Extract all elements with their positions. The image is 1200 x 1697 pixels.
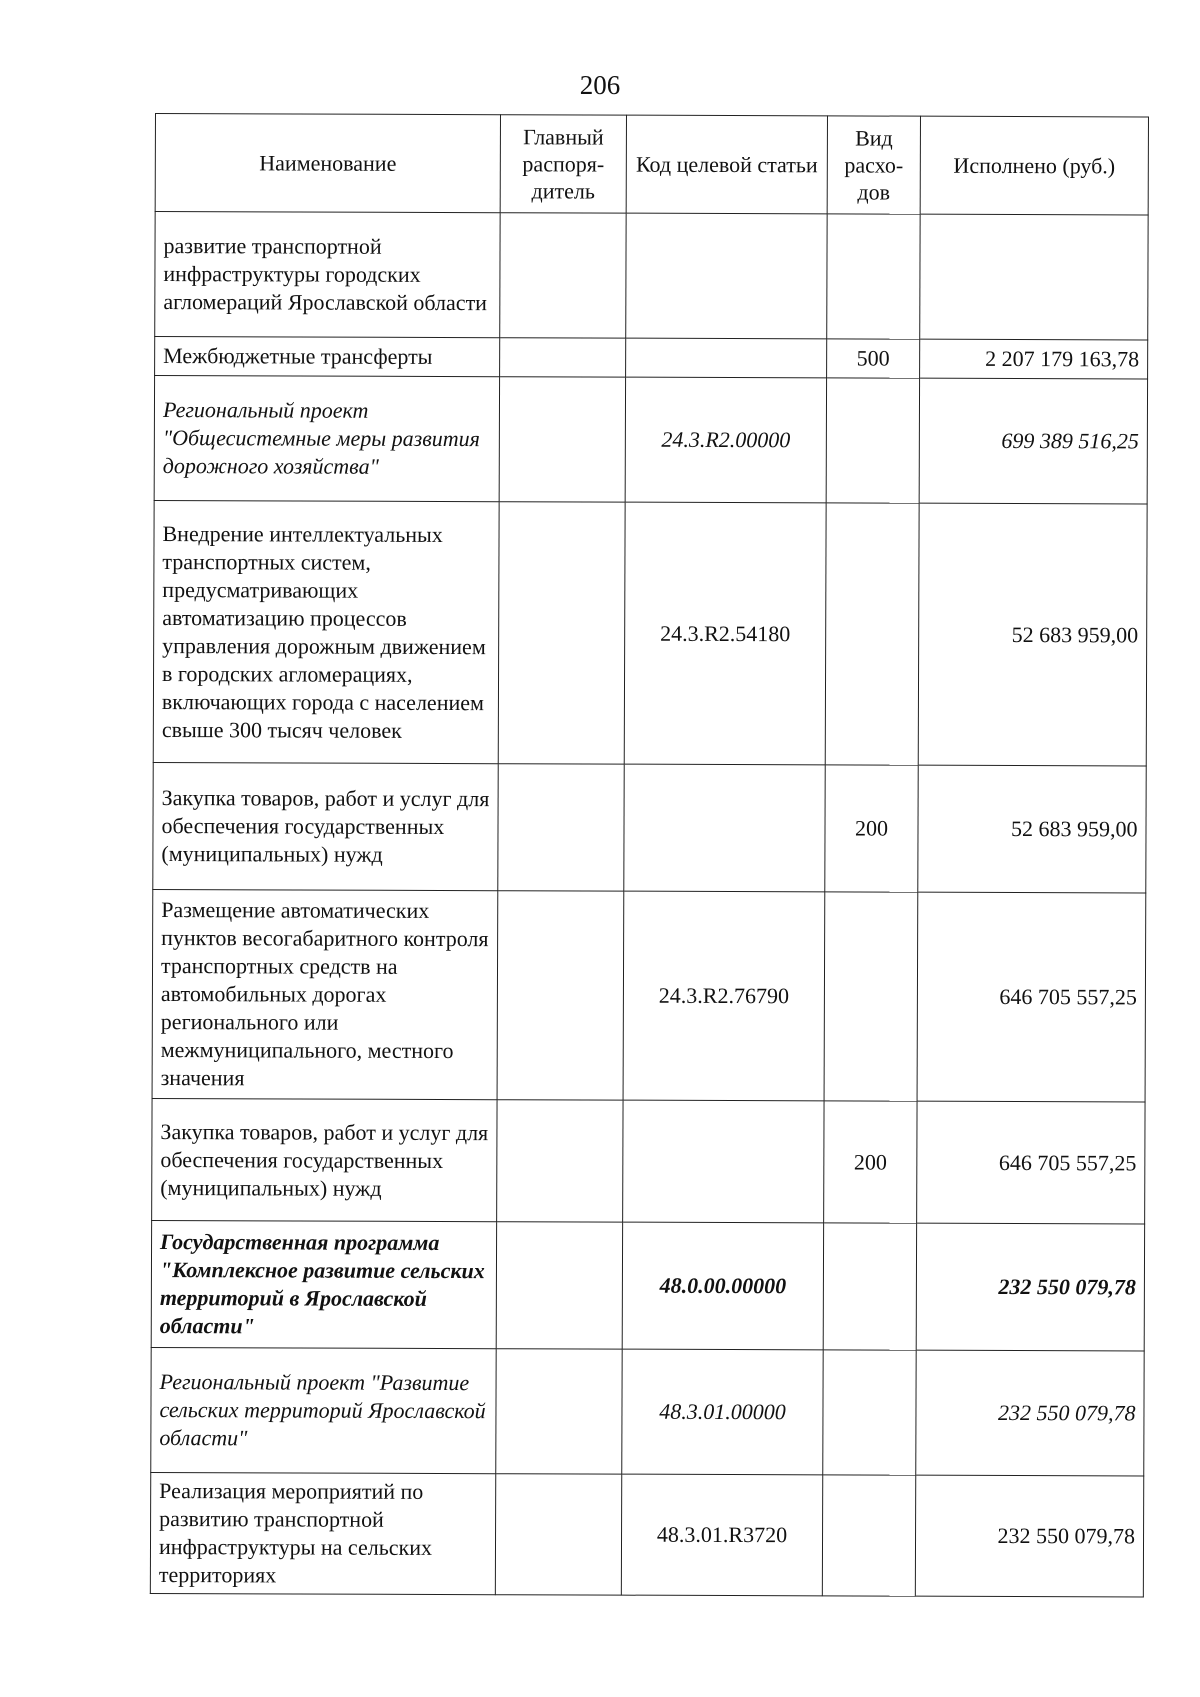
row-target-code: 48.0.00.00000 [622, 1222, 823, 1350]
row-name: Внедрение интеллектуальных транспортных систем, предусматривающих автоматизацию процессов управления дорожным движением в городских агломерациях, включающих города с населением свыше 300 тысяч человек [153, 500, 499, 763]
row-executed-amount: 52 683 959,00 [918, 765, 1146, 893]
table-header [155, 114, 1148, 215]
row-executed-amount: 2 207 179 163,78 [920, 339, 1148, 379]
row-administrator [497, 1100, 623, 1222]
table-row [153, 762, 1146, 892]
table-row [153, 500, 1147, 765]
row-administrator [498, 502, 625, 764]
row-expense-kind: 500 [827, 339, 920, 378]
table-row [152, 1098, 1145, 1223]
row-administrator [496, 1222, 622, 1349]
header-administrator: Главный распоря-дитель [500, 115, 626, 213]
row-target-code [624, 764, 825, 892]
row-expense-kind: 200 [824, 1101, 917, 1223]
row-name: развитие транспортной инфраструктуры городских агломераций Ярославской области [155, 212, 500, 338]
row-name: Реализация мероприятий по развитию транспортной инфраструктуры на сельских территориях [150, 1472, 495, 1594]
row-expense-kind [825, 503, 919, 765]
row-administrator [500, 213, 626, 338]
row-executed-amount: 699 389 516,25 [919, 378, 1147, 504]
row-administrator [499, 377, 625, 502]
row-target-code: 24.3.R2.54180 [624, 502, 826, 765]
table-row [155, 212, 1148, 340]
table-row [151, 1220, 1144, 1350]
row-name: Региональный проект "Общесистемные меры развития дорожного хозяйства" [154, 376, 499, 502]
row-expense-kind [823, 1350, 916, 1475]
header-expense-kind: Вид расхо-дов [827, 116, 920, 214]
expenditure-table [150, 113, 1149, 1597]
table-row [154, 376, 1147, 504]
page-number: 206 [579, 70, 621, 100]
row-name: Межбюджетные трансферты [155, 337, 500, 377]
table-row [152, 889, 1146, 1101]
row-administrator [497, 891, 624, 1100]
table-row [151, 1347, 1144, 1475]
table-row [155, 337, 1148, 379]
header-name: Наименование [155, 114, 500, 213]
row-administrator [495, 1474, 621, 1595]
row-target-code [626, 338, 827, 378]
row-name: Региональный проект "Развитие сельских территорий Ярославской области" [151, 1347, 496, 1473]
row-target-code [626, 213, 827, 339]
row-executed-amount: 646 705 557,25 [917, 1101, 1145, 1224]
row-administrator [500, 338, 626, 377]
table-row [150, 1472, 1143, 1596]
row-expense-kind [822, 1475, 915, 1596]
row-executed-amount: 232 550 079,78 [916, 1350, 1144, 1476]
row-name: Закупка товаров, работ и услуг для обеспечения государственных (муниципальных) нужд [152, 1098, 497, 1221]
row-name: Государственная программа "Комплексное развитие сельских территорий в Ярославской области" [151, 1220, 496, 1348]
row-expense-kind [824, 892, 918, 1101]
header-executed-amount: Исполнено (руб.) [920, 116, 1148, 215]
row-executed-amount: 646 705 557,25 [917, 892, 1146, 1102]
row-expense-kind [823, 1223, 916, 1350]
row-expense-kind [827, 214, 920, 339]
row-administrator [496, 1349, 622, 1474]
row-target-code [623, 1100, 824, 1223]
row-administrator [498, 764, 624, 891]
row-target-code: 48.3.01.R3720 [621, 1474, 822, 1596]
row-expense-kind: 200 [825, 765, 918, 892]
row-expense-kind [826, 378, 919, 503]
header-target-code: Код целевой статьи [626, 115, 827, 214]
row-target-code: 48.3.01.00000 [622, 1349, 823, 1475]
row-name: Закупка товаров, работ и услуг для обеспечения государственных (муниципальных) нужд [153, 762, 498, 890]
row-target-code: 24.3.R2.00000 [625, 377, 826, 503]
row-executed-amount [920, 214, 1148, 340]
row-executed-amount: 52 683 959,00 [918, 503, 1147, 766]
row-executed-amount: 232 550 079,78 [915, 1475, 1143, 1597]
row-target-code: 24.3.R2.76790 [623, 891, 825, 1101]
row-name: Размещение автоматических пунктов весогабаритного контроля транспортных средств на автомобильных дорогах регионального или межмуниципального, местного значения [152, 889, 498, 1099]
row-executed-amount: 232 550 079,78 [916, 1223, 1144, 1351]
